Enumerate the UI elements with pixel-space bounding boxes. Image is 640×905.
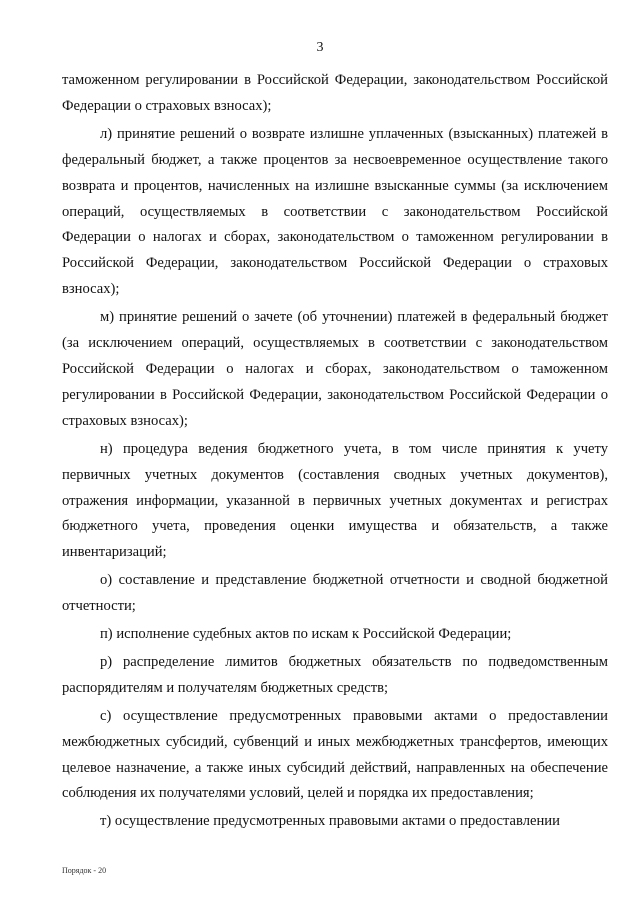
- page-number: 3: [316, 40, 324, 55]
- paragraph-l: л) принятие решений о возврате излишне уплаченных (взысканных) платежей в федеральный бюджет, а также процентов за несвоевременное осуществление такого возврата и процентов, начисленных на излишне взысканные суммы (за исключением операций, осуществляемых в соответствии с законодательством Российской Федерации о налогах и сборах, законодательством о таможенном регулировании в Российской Федерации, законодательством Российской Федерации о страховых взносах);: [62, 125, 608, 298]
- paragraph-n: н) процедура ведения бюджетного учета, в том числе принятия к учету первичных учетных документов (составления сводных учетных документов), отражения информации, указанной в первичных учетных документах и регистрах бюджетного учета, проведения оценки имущества и обязательств, а также инвентаризаций;: [62, 440, 608, 561]
- paragraph-t: т) осуществление предусмотренных правовыми актами о предоставлении: [100, 813, 560, 830]
- document-body: [62, 68, 608, 837]
- paragraph-continuation: таможенном регулировании в Российской Федерации, законодательством Российской Федерации о страховых взносах);: [62, 72, 608, 114]
- paragraph-m: м) принятие решений о зачете (об уточнении) платежей в федеральный бюджет (за исключением операций, осуществляемых в соответствии с законодательством Российской Федерации о налогах и сборах, законодательством о таможенном регулировании в Российской Федерации, законодательством Российской Федерации о страховых взносах);: [62, 309, 608, 429]
- paragraph-p: п) исполнение судебных актов по искам к Российской Федерации;: [100, 626, 512, 643]
- paragraph-r: р) распределение лимитов бюджетных обязательств по подведомственным распорядителям и получателям бюджетных средств;: [62, 653, 608, 696]
- footer-note: Порядок - 20: [62, 866, 107, 875]
- paragraph-s: с) осуществление предусмотренных правовыми актами о предоставлении межбюджетных субсидий, субвенций и иных межбюджетных трансфертов, имеющих целевое назначение, а также иных субсидий действий, направленных на обеспечение соблюдения их получателями условий, целей и порядка их предоставления;: [62, 707, 608, 802]
- paragraph-o: о) составление и представление бюджетной отчетности и сводной бюджетной отчетности;: [62, 572, 608, 615]
